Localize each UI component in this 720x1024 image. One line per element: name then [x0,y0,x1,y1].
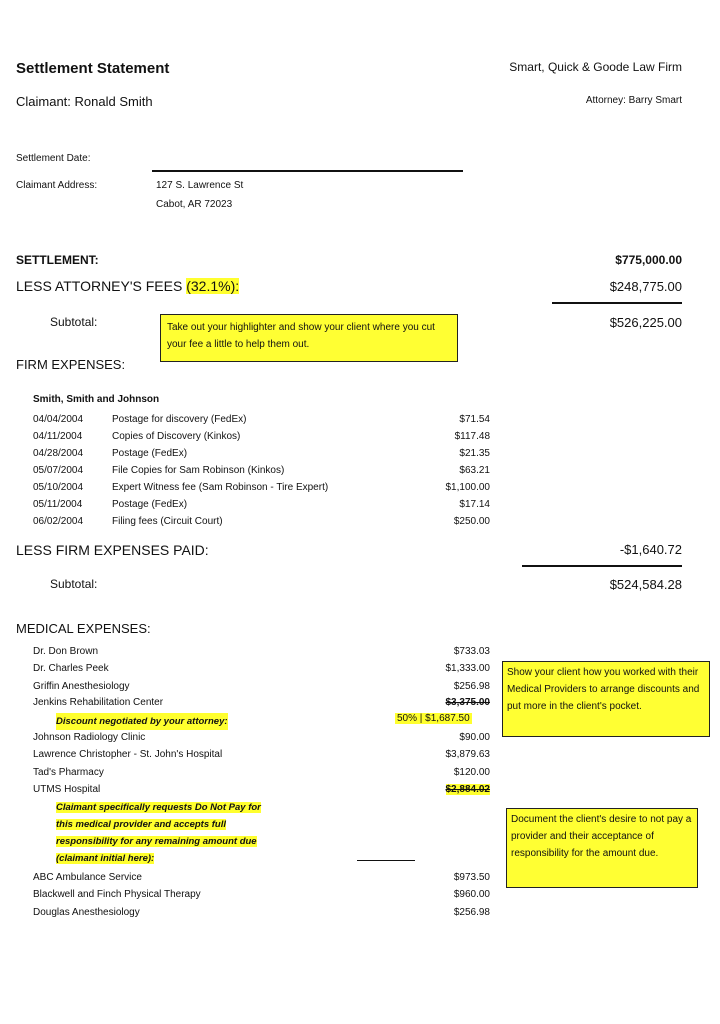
settlement-amount: $775,000.00 [615,253,682,267]
firm-expense-amount: $117.48 [454,431,490,442]
medical-expenses-heading: MEDICAL EXPENSES: [16,621,151,636]
request-line1b: for [245,802,261,813]
firm-name: Smart, Quick & Goode Law Firm [509,60,682,74]
provider-discount-note: Show your client how you worked with their Medical Providers to arrange discounts and put more in the client's pocket. [502,661,710,737]
do-not-pay-note: Document the client's desire to not pay a provider and their acceptance of responsibility for the amount due. [506,808,698,888]
firm-expense-desc: Copies of Discovery (Kinkos) [112,431,241,442]
firm-expense-desc: File Copies for Sam Robinson (Kinkos) [112,465,285,476]
firm-expenses-paid-label: LESS FIRM EXPENSES PAID: [16,542,209,558]
subtotal1-label: Subtotal: [50,315,98,329]
medical-amount: $120.00 [453,767,490,778]
medical-amount: $973.50 [453,872,490,883]
medical-provider: Dr. Charles Peek [33,663,109,674]
fees-underline [552,302,682,304]
medical-amount-struck: $3,375.00 [445,697,490,708]
discount-amounts: 50% | $1,687.50 [397,713,470,724]
claimant-address-label: Claimant Address: [16,180,98,191]
firm-expense-date: 06/02/2004 [33,516,84,527]
request-line1: Claimant specifically requests [56,802,195,813]
firm-vendor: Smith, Smith and Johnson [33,394,160,405]
medical-provider: Griffin Anesthesiology [33,681,130,692]
firm-expense-desc: Postage for discovery (FedEx) [112,414,247,425]
settlement-label: SETTLEMENT: [16,253,99,267]
settlement-date-label: Settlement Date: [16,153,91,164]
firm-expense-amount: $21.35 [459,448,490,459]
medical-provider: Douglas Anesthesiology [33,907,140,918]
medical-provider: ABC Ambulance Service [33,872,142,883]
do-not-pay-request [56,799,261,867]
medical-provider: Johnson Radiology Clinic [33,732,146,743]
medical-amount: $256.98 [453,681,490,692]
address-line2: Cabot, AR 72023 [156,199,233,210]
attorney-name: Attorney: Barry Smart [585,95,682,106]
medical-amount: $733.03 [453,646,490,657]
firm-expense-amount: $71.54 [459,414,490,425]
firm-expense-date: 05/07/2004 [33,465,84,476]
firm-expenses-heading: FIRM EXPENSES: [16,357,126,372]
attorney-fees-amount: $248,775.00 [609,279,682,294]
address-line1: 127 S. Lawrence St [156,180,244,191]
discount-label: Discount negotiated by your attorney: [56,713,228,730]
discount-percent: 50% [397,713,418,724]
medical-amount: $960.00 [453,889,490,900]
attorney-fees-label [16,278,239,294]
firm-expense-amount: $250.00 [453,516,490,527]
fees-label-text: LESS ATTORNEY'S FEES [16,278,183,294]
firm-expense-desc: Postage (FedEx) [112,499,188,510]
fees-percent: (32.1%): [186,278,240,294]
initial-line [357,860,415,861]
request-line2: this medical provider and accepts full [56,819,226,830]
firm-expense-desc: Filing fees (Circuit Court) [112,516,223,527]
request-line4: (claimant initial here): [56,853,155,864]
fee-highlight-note: Take out your highlighter and show your client where you cut your fee a little to help them out. [160,314,458,362]
medical-amount: $1,333.00 [445,663,490,674]
settlement-date-line [152,170,463,172]
firm-expense-amount: $63.21 [459,465,490,476]
firm-expense-date: 05/10/2004 [33,482,84,493]
firm-expense-desc: Expert Witness fee (Sam Robinson - Tire Expert) [112,482,329,493]
firm-expense-amount: $17.14 [459,499,490,510]
medical-provider: Jenkins Rehabilitation Center [33,697,164,708]
medical-provider: Blackwell and Finch Physical Therapy [33,889,201,900]
claimant-name: Claimant: Ronald Smith [16,94,153,109]
subtotal2-amount: $524,584.28 [609,577,682,592]
firm-expense-date: 04/04/2004 [33,414,84,425]
medical-provider: Lawrence Christopher - St. John's Hospital [33,749,223,760]
medical-amount: $256.98 [453,907,490,918]
request-do-not-pay: Do Not Pay [194,802,246,813]
firm-expense-desc: Postage (FedEx) [112,448,188,459]
request-line3: responsibility for any remaining amount due [56,836,257,847]
medical-provider: Tad's Pharmacy [33,767,104,778]
subtotal1-amount: $526,225.00 [609,315,682,330]
medical-provider: UTMS Hospital [33,784,101,795]
firm-expense-date: 05/11/2004 [33,499,83,510]
document-title: Settlement Statement [16,60,170,77]
firm-expense-date: 04/11/2004 [33,431,83,442]
medical-amount: $3,879.63 [445,749,490,760]
medical-amount: $90.00 [459,732,490,743]
firm-expense-date: 04/28/2004 [33,448,84,459]
subtotal2-label: Subtotal: [50,577,98,591]
medical-amount-struck: $2,884.02 [445,784,490,795]
discount-amount: $1,687.50 [425,713,470,724]
medical-provider: Dr. Don Brown [33,646,99,657]
firm-paid-underline [522,565,682,567]
firm-expense-amount: $1,100.00 [445,482,490,493]
firm-expenses-paid-amount: -$1,640.72 [619,542,682,557]
